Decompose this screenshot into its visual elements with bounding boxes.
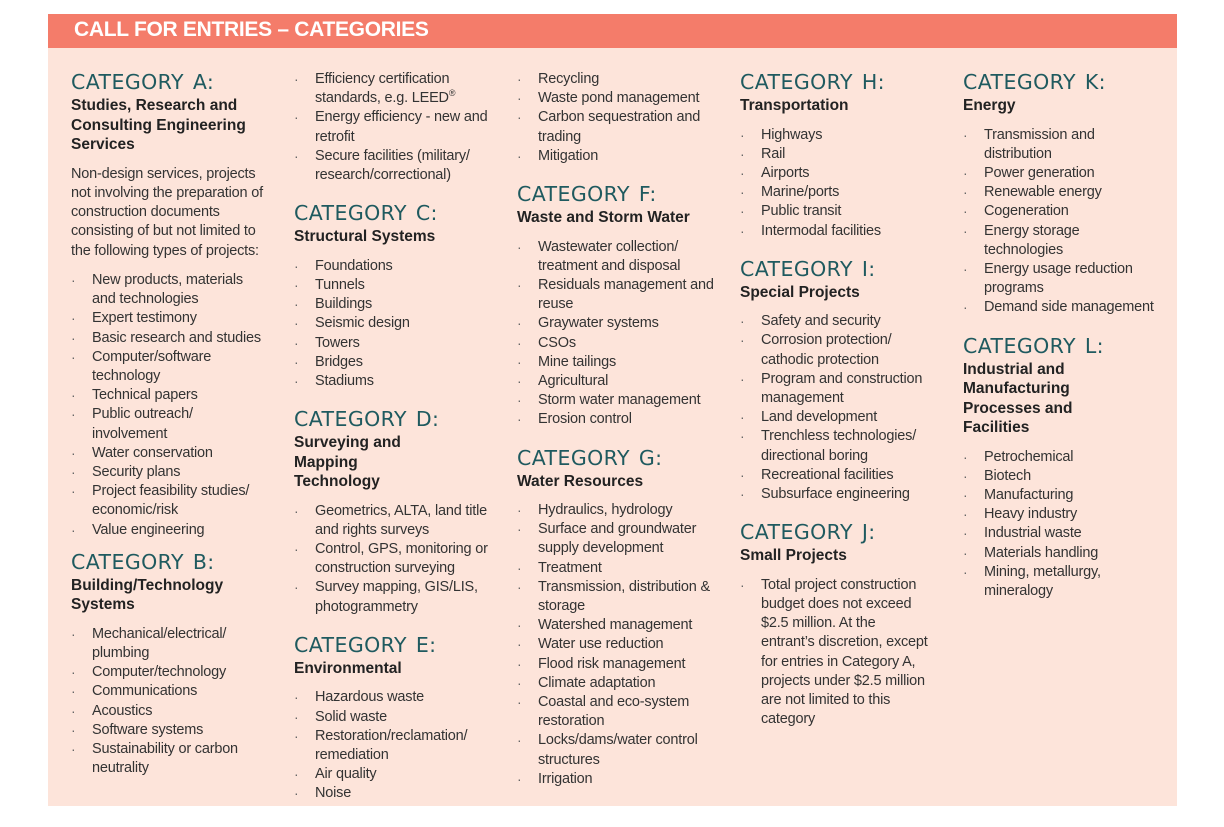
- list-item: · Storm water management: [517, 391, 717, 410]
- list-item: · Solid waste: [294, 708, 489, 727]
- category-d: [294, 407, 489, 617]
- category-k: [963, 70, 1158, 318]
- list-item: · Sustainability or carbon neutrality: [71, 740, 263, 778]
- list-item: · Residuals management and reuse: [517, 276, 717, 314]
- list-item: · Value engineering: [71, 521, 263, 540]
- column-4: [740, 70, 930, 729]
- list-item: · Demand side management: [963, 298, 1158, 317]
- list-item: [294, 70, 489, 108]
- category-items: [71, 271, 263, 540]
- list-item: · New products, materials and technologies: [71, 271, 263, 309]
- list-item: · Water use reduction: [517, 635, 717, 654]
- list-item: · Energy usage reduction programs: [963, 260, 1158, 298]
- list-item: · Noise: [294, 784, 489, 803]
- list-item: · Intermodal facilities: [740, 222, 930, 241]
- list-item: · Transmission, distribution & storage: [517, 578, 717, 616]
- list-item: · Treatment: [517, 559, 717, 578]
- category-l: [963, 334, 1158, 602]
- category-heading: CATEGORY I:: [740, 256, 876, 281]
- list-item: · Safety and security: [740, 312, 930, 331]
- list-item: · Watershed management: [517, 616, 717, 635]
- list-item: · Biotech: [963, 467, 1158, 486]
- category-heading: CATEGORY F:: [517, 182, 657, 207]
- category-heading: CATEGORY E:: [294, 632, 437, 657]
- list-item: · Project feasibility studies/ economic/risk: [71, 482, 263, 520]
- list-item: · Mitigation: [517, 147, 717, 166]
- list-item: · Technical papers: [71, 386, 263, 405]
- list-item: · Carbon sequestration and trading: [517, 108, 717, 146]
- category-items: [963, 448, 1158, 602]
- list-item: · Security plans: [71, 463, 263, 482]
- list-item: · Highways: [740, 126, 930, 145]
- list-item: · Land development: [740, 408, 930, 427]
- list-item: · Communications: [71, 682, 263, 701]
- list-item: · Basic research and studies: [71, 329, 263, 348]
- column-2: [294, 70, 489, 804]
- list-item: · Hazardous waste: [294, 688, 489, 707]
- category-heading: CATEGORY L:: [963, 333, 1104, 358]
- list-item: · Acoustics: [71, 702, 263, 721]
- list-item: · Heavy industry: [963, 505, 1158, 524]
- list-item-text: Energy efficiency - new and retrofit: [315, 109, 488, 145]
- category-heading: CATEGORY A:: [71, 70, 215, 94]
- page-title: CALL FOR ENTRIES – CATEGORIES: [74, 18, 429, 41]
- list-item: · Mining, metallurgy, mineralogy: [963, 563, 1158, 601]
- category-j: [740, 520, 930, 729]
- list-item: · Seismic design: [294, 314, 489, 333]
- list-item: · Control, GPS, monitoring or construction surveying: [294, 540, 489, 578]
- category-f: [517, 182, 717, 430]
- category-items: [740, 312, 930, 504]
- category-title: Surveying and Mapping Technology: [294, 434, 401, 491]
- list-item: · Erosion control: [517, 410, 717, 429]
- category-a: [71, 70, 263, 540]
- list-item: · Climate adaptation: [517, 674, 717, 693]
- category-title: Energy: [963, 97, 1016, 114]
- category-items: [294, 502, 489, 617]
- list-item: · Program and construction management: [740, 370, 930, 408]
- category-title: Transportation: [740, 97, 849, 114]
- list-item: · Survey mapping, GIS/LIS, photogrammetry: [294, 578, 489, 616]
- list-item: · Foundations: [294, 257, 489, 276]
- list-item: · Water conservation: [71, 444, 263, 463]
- list-item: · Coastal and eco-system restoration: [517, 693, 717, 731]
- category-heading: CATEGORY B:: [71, 549, 215, 574]
- category-title: Environmental: [294, 659, 402, 677]
- list-item: · Materials handling: [963, 544, 1158, 563]
- list-item: · Manufacturing: [963, 486, 1158, 505]
- list-item: · Expert testimony: [71, 309, 263, 328]
- category-title: Building/Technology Systems: [71, 576, 224, 614]
- list-item: · Wastewater collection/ treatment and disposal: [517, 238, 717, 276]
- category-title: Water Resources: [517, 472, 644, 490]
- list-item: · Restoration/reclamation/ remediation: [294, 727, 489, 765]
- list-item: · Power generation: [963, 164, 1158, 183]
- list-item: · Public outreach/ involvement: [71, 405, 263, 443]
- list-item: · Stadiums: [294, 372, 489, 391]
- list-item: · Corrosion protection/ cathodic protection: [740, 331, 930, 369]
- list-item: · Renewable energy: [963, 183, 1158, 202]
- list-item: · Hydraulics, hydrology: [517, 501, 717, 520]
- column-5: [963, 70, 1158, 601]
- list-item: · Transmission and distribution: [963, 126, 1158, 164]
- category-i: [740, 257, 930, 505]
- list-item: · Software systems: [71, 721, 263, 740]
- list-item: · Mine tailings: [517, 353, 717, 372]
- category-heading: CATEGORY J:: [740, 520, 876, 545]
- category-g: [517, 446, 717, 790]
- list-item: · Recycling: [517, 70, 717, 89]
- list-item: · Graywater systems: [517, 314, 717, 333]
- category-items: [71, 625, 263, 779]
- category-items: [294, 257, 489, 391]
- list-item: · Public transit: [740, 202, 930, 221]
- category-items: [517, 238, 717, 430]
- list-item: · Geometrics, ALTA, land title and rights surveys: [294, 502, 489, 540]
- list-item: · Locks/dams/water control structures: [517, 731, 717, 769]
- category-title: Structural Systems: [294, 228, 436, 246]
- list-item-text: Efficiency certification standards, e.g. LEED: [315, 71, 450, 107]
- category-title: Special Projects: [740, 283, 860, 301]
- list-item: [294, 147, 489, 185]
- list-item: · Computer/software technology: [71, 348, 263, 386]
- registered-mark: ®: [448, 88, 456, 99]
- list-item: · Energy storage technologies: [963, 222, 1158, 260]
- list-item: · Trenchless technologies/ directional boring: [740, 427, 930, 465]
- list-item: · Cogeneration: [963, 202, 1158, 221]
- category-title: Industrial and Manufacturing Processes and Facilities: [963, 360, 1073, 437]
- list-item: · Computer/technology: [71, 663, 263, 682]
- category-heading: CATEGORY K:: [963, 70, 1106, 94]
- category-title: Small Projects: [740, 547, 847, 565]
- category-description: Non-design services, projects not involving the preparation of construction documents consisting of but not limited to the following types of projects:: [71, 165, 263, 259]
- list-item: · Airports: [740, 164, 930, 183]
- list-item: · Marine/ports: [740, 183, 930, 202]
- list-item: · Subsurface engineering: [740, 485, 930, 504]
- category-b-continued-items: [294, 70, 489, 185]
- category-heading: CATEGORY G:: [517, 445, 663, 470]
- list-item: · Agricultural: [517, 372, 717, 391]
- list-item: · Mechanical/electrical/ plumbing: [71, 625, 263, 663]
- list-item: · Waste pond management: [517, 89, 717, 108]
- list-item: · Flood risk management: [517, 655, 717, 674]
- column-3: [517, 70, 717, 789]
- categories-panel: [48, 14, 1177, 806]
- category-heading: CATEGORY H:: [740, 70, 885, 94]
- list-item: · Tunnels: [294, 276, 489, 295]
- category-c: [294, 201, 489, 391]
- category-title: Studies, Research and Consulting Engineering Services: [71, 97, 246, 153]
- list-item: · Towers: [294, 334, 489, 353]
- list-item: · Total project construction budget does not exceed $2.5 million. At the entrant’s discretion, except for entries in Category A, projects under $2.5 million are not limited to this category: [740, 576, 930, 730]
- category-items: [740, 576, 930, 730]
- category-h: [740, 70, 930, 241]
- list-item: · Bridges: [294, 353, 489, 372]
- column-1: [71, 70, 263, 778]
- list-item: · Petrochemical: [963, 448, 1158, 467]
- list-item: · Industrial waste: [963, 524, 1158, 543]
- list-item: · Buildings: [294, 295, 489, 314]
- list-item: · Recreational facilities: [740, 466, 930, 485]
- category-items: [517, 501, 717, 789]
- category-heading: CATEGORY D:: [294, 407, 440, 432]
- list-item: · Air quality: [294, 765, 489, 784]
- category-items: [963, 126, 1158, 318]
- category-e: [294, 633, 489, 804]
- category-items: [740, 126, 930, 241]
- list-item: · Rail: [740, 145, 930, 164]
- category-b: [71, 550, 263, 779]
- category-e-continued-items: [517, 70, 717, 166]
- list-item: [294, 108, 489, 146]
- list-item-text: Secure facilities (military/ research/correctional): [315, 147, 470, 184]
- list-item: · CSOs: [517, 334, 717, 353]
- list-item: · Irrigation: [517, 770, 717, 789]
- category-title: Waste and Storm Water: [517, 209, 690, 227]
- category-heading: CATEGORY C:: [294, 201, 438, 226]
- list-item: · Surface and groundwater supply development: [517, 520, 717, 558]
- title-banner: [48, 14, 1177, 48]
- category-items: [294, 688, 489, 803]
